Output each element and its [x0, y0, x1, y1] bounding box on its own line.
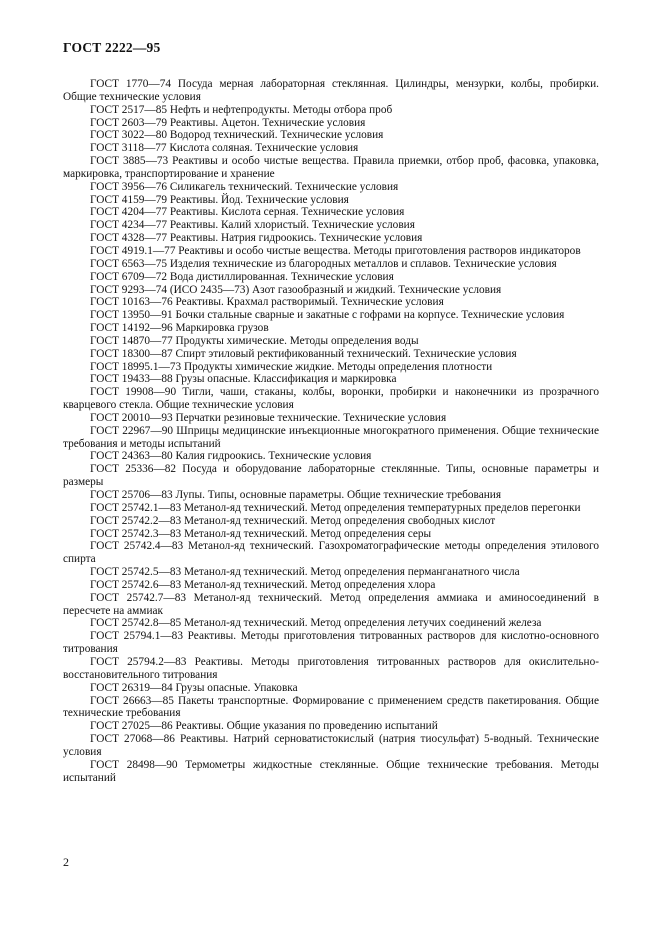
reference-item: ГОСТ 25742.8—85 Метанол-яд технический. Метод определения летучих соединений железа: [90, 617, 542, 630]
reference-item: ГОСТ 25742.1—83 Метанол-яд технический. Метод определения температурных пределов перегонки: [90, 501, 581, 514]
references-list: [63, 78, 599, 784]
reference-item: ГОСТ 14192—96 Маркировка грузов: [90, 322, 269, 335]
reference-item: ГОСТ 2517—85 Нефть и нефтепродукты. Методы отбора проб: [90, 103, 393, 116]
page-title: ГОСТ 2222—95: [63, 40, 161, 55]
reference-item: ГОСТ 20010—93 Перчатки резиновые технические. Технические условия: [90, 411, 447, 424]
reference-item: ГОСТ 19433—88 Грузы опасные. Классификация и маркировка: [90, 373, 397, 386]
reference-item: ГОСТ 4328—77 Реактивы. Натрия гидроокись. Технические условия: [90, 232, 423, 245]
reference-item: ГОСТ 3885—73 Реактивы и особо чистые вещества. Правила приемки, отбор проб, фасовка, упаковка, маркировка, транспортирование и хранение: [63, 155, 599, 180]
reference-item: ГОСТ 27025—86 Реактивы. Общие указания по проведению испытаний: [90, 720, 438, 733]
reference-item: ГОСТ 27068—86 Реактивы. Натрий серноватистокислый (натрия тиосульфат) 5-водный. Технические условия: [63, 733, 599, 758]
reference-item: ГОСТ 25742.5—83 Метанол-яд технический. Метод определения перманганатного числа: [90, 566, 520, 579]
reference-item: ГОСТ 9293—74 (ИСО 2435—73) Азот газообразный и жидкий. Технические условия: [90, 283, 502, 296]
reference-item: ГОСТ 2603—79 Реактивы. Ацетон. Технические условия: [90, 116, 366, 129]
reference-item: ГОСТ 19908—90 Тигли, чаши, стаканы, колбы, воронки, пробирки и наконечники из прозрачного кварцевого стекла. Общие технические условия: [63, 386, 599, 412]
reference-item: ГОСТ 6709—72 Вода дистиллированная. Технические условия: [90, 270, 394, 283]
reference-item: ГОСТ 25706—83 Лупы. Типы, основные параметры. Общие технические требования: [90, 489, 502, 501]
reference-item: ГОСТ 3022—80 Водород технический. Технические условия: [90, 129, 384, 142]
reference-item: ГОСТ 25742.6—83 Метанол-яд технический. Метод определения хлора: [90, 578, 436, 591]
reference-item: ГОСТ 26319—84 Грузы опасные. Упаковка: [90, 681, 298, 694]
reference-item: ГОСТ 26663—85 Пакеты транспортные. Формирование с применением средств пакетирования. Общие технические требования: [63, 694, 599, 720]
reference-item: ГОСТ 25794.1—83 Реактивы. Методы приготовления титрованных растворов для кислотно-основного титрования: [63, 630, 599, 656]
reference-item: ГОСТ 25742.4—83 Метанол-яд технический. Газохроматографические методы определения этилового спирта: [63, 540, 599, 566]
reference-item: ГОСТ 25742.7—83 Метанол-яд технический. Метод определения аммиака и аминосоединений в пересчете на аммиак: [63, 591, 599, 617]
reference-item: ГОСТ 25794.2—83 Реактивы. Методы приготовления титрованных растворов для окислительно-восстановительного титрования: [63, 655, 599, 681]
reference-item: ГОСТ 4204—77 Реактивы. Кислота серная. Технические условия: [90, 206, 405, 219]
reference-item: ГОСТ 1770—74 Посуда мерная лабораторная стеклянная. Цилиндры, мензурки, колбы, пробирки. Общие технические условия: [63, 78, 599, 103]
reference-item: ГОСТ 18300—87 Спирт этиловый ректификованный технический. Технические условия: [90, 347, 517, 360]
reference-item: ГОСТ 24363—80 Калия гидроокись. Технические условия: [90, 450, 372, 463]
reference-item: ГОСТ 3956—76 Силикагель технический. Технические условия: [90, 180, 399, 193]
reference-item: ГОСТ 4919.1—77 Реактивы и особо чистые вещества. Методы приготовления растворов индикаторов: [90, 244, 581, 257]
reference-item: ГОСТ 25742.3—83 Метанол-яд технический. Метод определения серы: [90, 527, 432, 540]
reference-item: ГОСТ 6563—75 Изделия технические из благородных металлов и сплавов. Технические условия: [90, 257, 557, 270]
reference-item: ГОСТ 3118—77 Кислота соляная. Технические условия: [90, 142, 359, 155]
reference-item: ГОСТ 10163—76 Реактивы. Крахмал растворимый. Технические условия: [90, 296, 444, 309]
reference-item: ГОСТ 22967—90 Шприцы медицинские инъекционные многократного применения. Общие технические требования и методы испытаний: [63, 424, 599, 450]
reference-item: ГОСТ 25336—82 Посуда и оборудование лабораторные стеклянные. Типы, основные параметры и размеры: [63, 463, 599, 489]
reference-item: ГОСТ 13950—91 Бочки стальные сварные и закатные с гофрами на корпусе. Технические условия: [90, 309, 565, 322]
reference-item: ГОСТ 14870—77 Продукты химические. Методы определения воды: [90, 334, 419, 347]
reference-item: ГОСТ 4234—77 Реактивы. Калий хлористый. Технические условия: [90, 219, 415, 232]
reference-item: ГОСТ 4159—79 Реактивы. Йод. Технические условия: [90, 193, 349, 206]
page-number: 2: [63, 855, 69, 869]
reference-item: ГОСТ 25742.2—83 Метанол-яд технический. Метод определения свободных кислот: [90, 514, 496, 527]
reference-item: ГОСТ 28498—90 Термометры жидкостные стеклянные. Общие технические требования. Методы испытаний: [63, 758, 599, 784]
reference-item: ГОСТ 18995.1—73 Продукты химические жидкие. Методы определения плотности: [90, 360, 493, 373]
